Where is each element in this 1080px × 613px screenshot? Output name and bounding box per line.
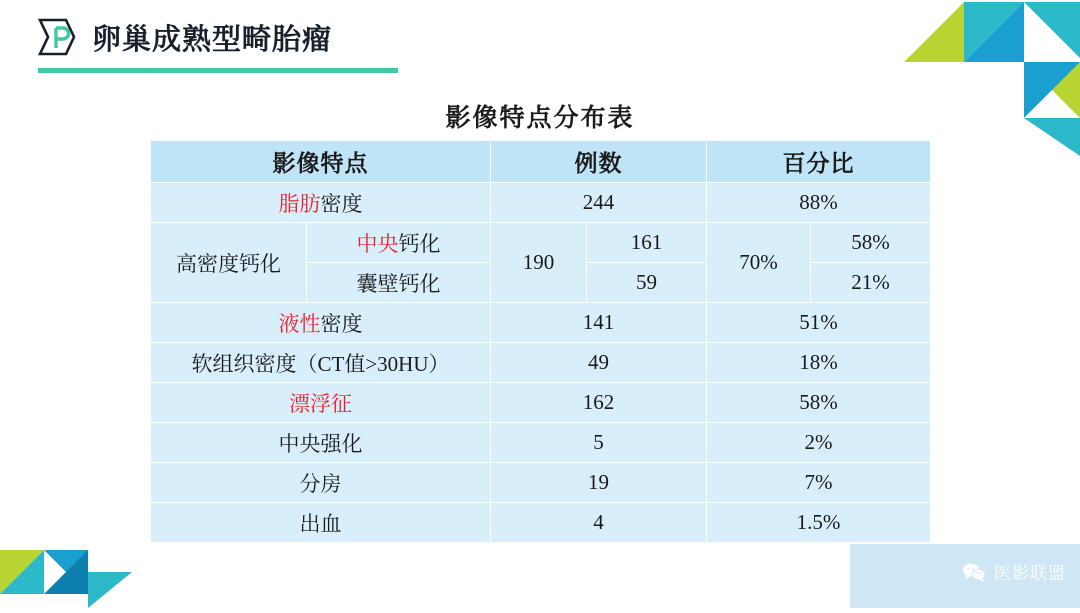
row-percent-floating-sign: 58% xyxy=(707,383,931,423)
column-header-count: 例数 xyxy=(491,141,707,183)
row-count-hemorrhage: 4 xyxy=(491,503,707,543)
row-sublabel-wall-calcification: 囊壁钙化 xyxy=(307,263,491,303)
decoration-bottom-left xyxy=(0,520,136,608)
column-header-percent: 百分比 xyxy=(707,141,931,183)
row-label-floating-sign xyxy=(151,383,491,423)
row-sublabel-central-calcification-red: 中央 xyxy=(356,231,399,256)
row-percent-fat: 88% xyxy=(707,183,931,223)
row-label-fat-red: 脂肪 xyxy=(278,191,321,216)
table-row xyxy=(151,503,931,543)
table-row xyxy=(151,343,931,383)
row-label-highdensity-calcification: 高密度钙化 xyxy=(151,223,307,303)
row-count-central-enhancement: 5 xyxy=(491,423,707,463)
row-label-hemorrhage: 出血 xyxy=(151,503,491,543)
row-label-septation: 分房 xyxy=(151,463,491,503)
image-feature-table xyxy=(150,140,931,543)
tag-pin-icon xyxy=(36,14,78,60)
table-row xyxy=(151,423,931,463)
row-count-fluid-density: 141 xyxy=(491,303,707,343)
row-percent-highdensity-calcification: 70% xyxy=(707,223,811,303)
table-row xyxy=(151,383,931,423)
table-row xyxy=(151,183,931,223)
page-header xyxy=(36,14,332,60)
row-label-fat xyxy=(151,183,491,223)
table-row xyxy=(151,303,931,343)
row-percent-central-enhancement: 2% xyxy=(707,423,931,463)
row-label-soft-tissue-density: 软组织密度（CT值>30HU） xyxy=(151,343,491,383)
row-sublabel-central-calcification-black: 钙化 xyxy=(398,231,441,256)
watermark xyxy=(962,559,1066,584)
table-caption: 影像特点分布表 xyxy=(445,105,635,132)
table-header-row xyxy=(151,141,931,183)
table-row xyxy=(151,223,931,263)
image-feature-table-container xyxy=(150,140,930,543)
row-percent-septation: 7% xyxy=(707,463,931,503)
table-row xyxy=(151,463,931,503)
wechat-icon xyxy=(962,562,986,582)
row-percent-wall-calcification: 21% xyxy=(811,263,931,303)
row-percent-soft-tissue-density: 18% xyxy=(707,343,931,383)
row-count-soft-tissue-density: 49 xyxy=(491,343,707,383)
row-count-highdensity-calcification: 190 xyxy=(491,223,587,303)
row-percent-central-calcification: 58% xyxy=(811,223,931,263)
row-count-floating-sign: 162 xyxy=(491,383,707,423)
row-percent-hemorrhage: 1.5% xyxy=(707,503,931,543)
page-title: 卵巢成熟型畸胎瘤 xyxy=(92,23,333,56)
row-label-fluid-density-black: 密度 xyxy=(320,311,363,336)
column-header-feature: 影像特点 xyxy=(151,141,491,183)
row-label-fat-black: 密度 xyxy=(320,191,363,216)
row-count-wall-calcification: 59 xyxy=(587,263,707,303)
header-underline xyxy=(38,68,398,73)
row-label-fluid-density-red: 液性 xyxy=(278,311,321,336)
row-count-central-calcification: 161 xyxy=(587,223,707,263)
watermark-label: 医影联盟 xyxy=(994,564,1066,583)
row-count-septation: 19 xyxy=(491,463,707,503)
row-label-fluid-density xyxy=(151,303,491,343)
row-percent-fluid-density: 51% xyxy=(707,303,931,343)
row-count-fat: 244 xyxy=(491,183,707,223)
row-sublabel-central-calcification xyxy=(307,223,491,263)
row-label-floating-sign-red: 漂浮征 xyxy=(289,391,352,416)
row-label-central-enhancement: 中央强化 xyxy=(151,423,491,463)
